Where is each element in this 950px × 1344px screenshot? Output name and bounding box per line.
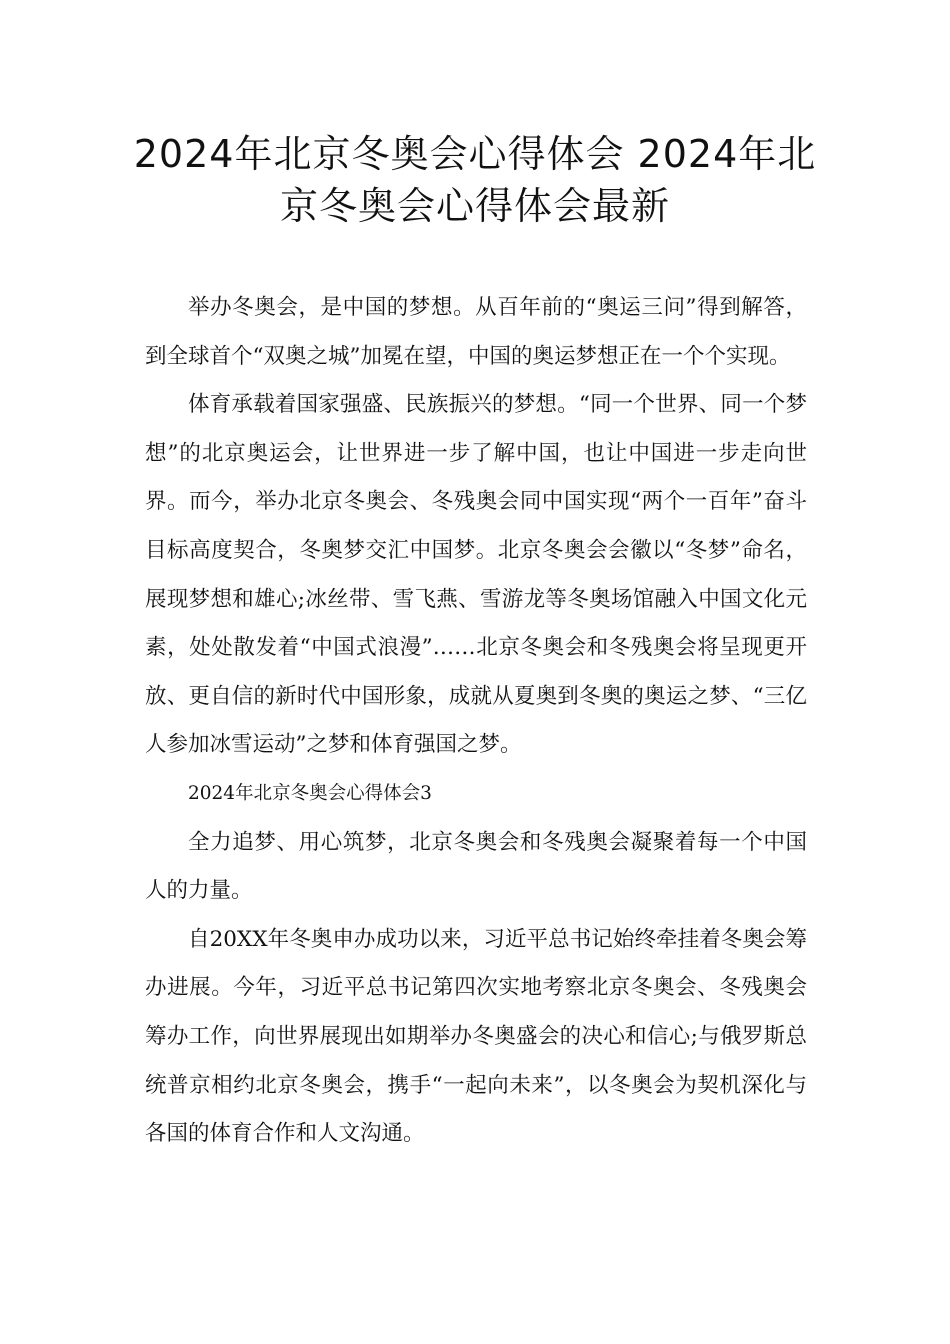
paragraph: 体育承载着国家强盛、民族振兴的梦想。“同一个世界、同一个梦想”的北京奥运会，让世界进一步了解中国，也让中国进一步走向世界。而今，举办北京冬奥会、冬残奥会同中国实现“两个一百年”奋斗目标高度契合，冬奥梦交汇中国梦。北京冬奥会会徽以“冬梦”命名，展现梦想和雄心;冰丝带、雪飞燕、雪游龙等冬奥场馆融入中国文化元素，处处散发着“中国式浪漫”……北京冬奥会和冬残奥会将呈现更开放、更自信的新时代中国形象，成就从夏奥到冬奥的奥运之梦、“三亿人参加冰雪运动”之梦和体育强国之梦。 bbox=[145, 392, 807, 758]
paragraph: 自20XX年冬奥申办成功以来，习近平总书记始终牵挂着冬奥会筹办进展。今年，习近平总书记第四次实地考察北京冬奥会、冬残奥会筹办工作，向世界展现出如期举办冬奥盛会的决心和信心;与俄罗斯总统普京相约北京冬奥会，携手“一起向未来”，以冬奥会为契机深化与各国的体育合作和人文沟通。 bbox=[145, 926, 807, 1147]
paragraph: 举办冬奥会，是中国的梦想。从百年前的“奥运三问”得到解答，到全球首个“双奥之城”加冕在望，中国的奥运梦想正在一个个实现。 bbox=[145, 295, 807, 369]
document-body bbox=[145, 284, 807, 1159]
paragraph: 全力追梦、用心筑梦，北京冬奥会和冬残奥会凝聚着每一个中国人的力量。 bbox=[145, 829, 807, 904]
document-title: 2024年北京冬奥会心得体会 2024年北京冬奥会心得体会最新 bbox=[133, 132, 817, 228]
section-heading: 2024年北京冬奥会心得体会3 bbox=[188, 782, 432, 804]
